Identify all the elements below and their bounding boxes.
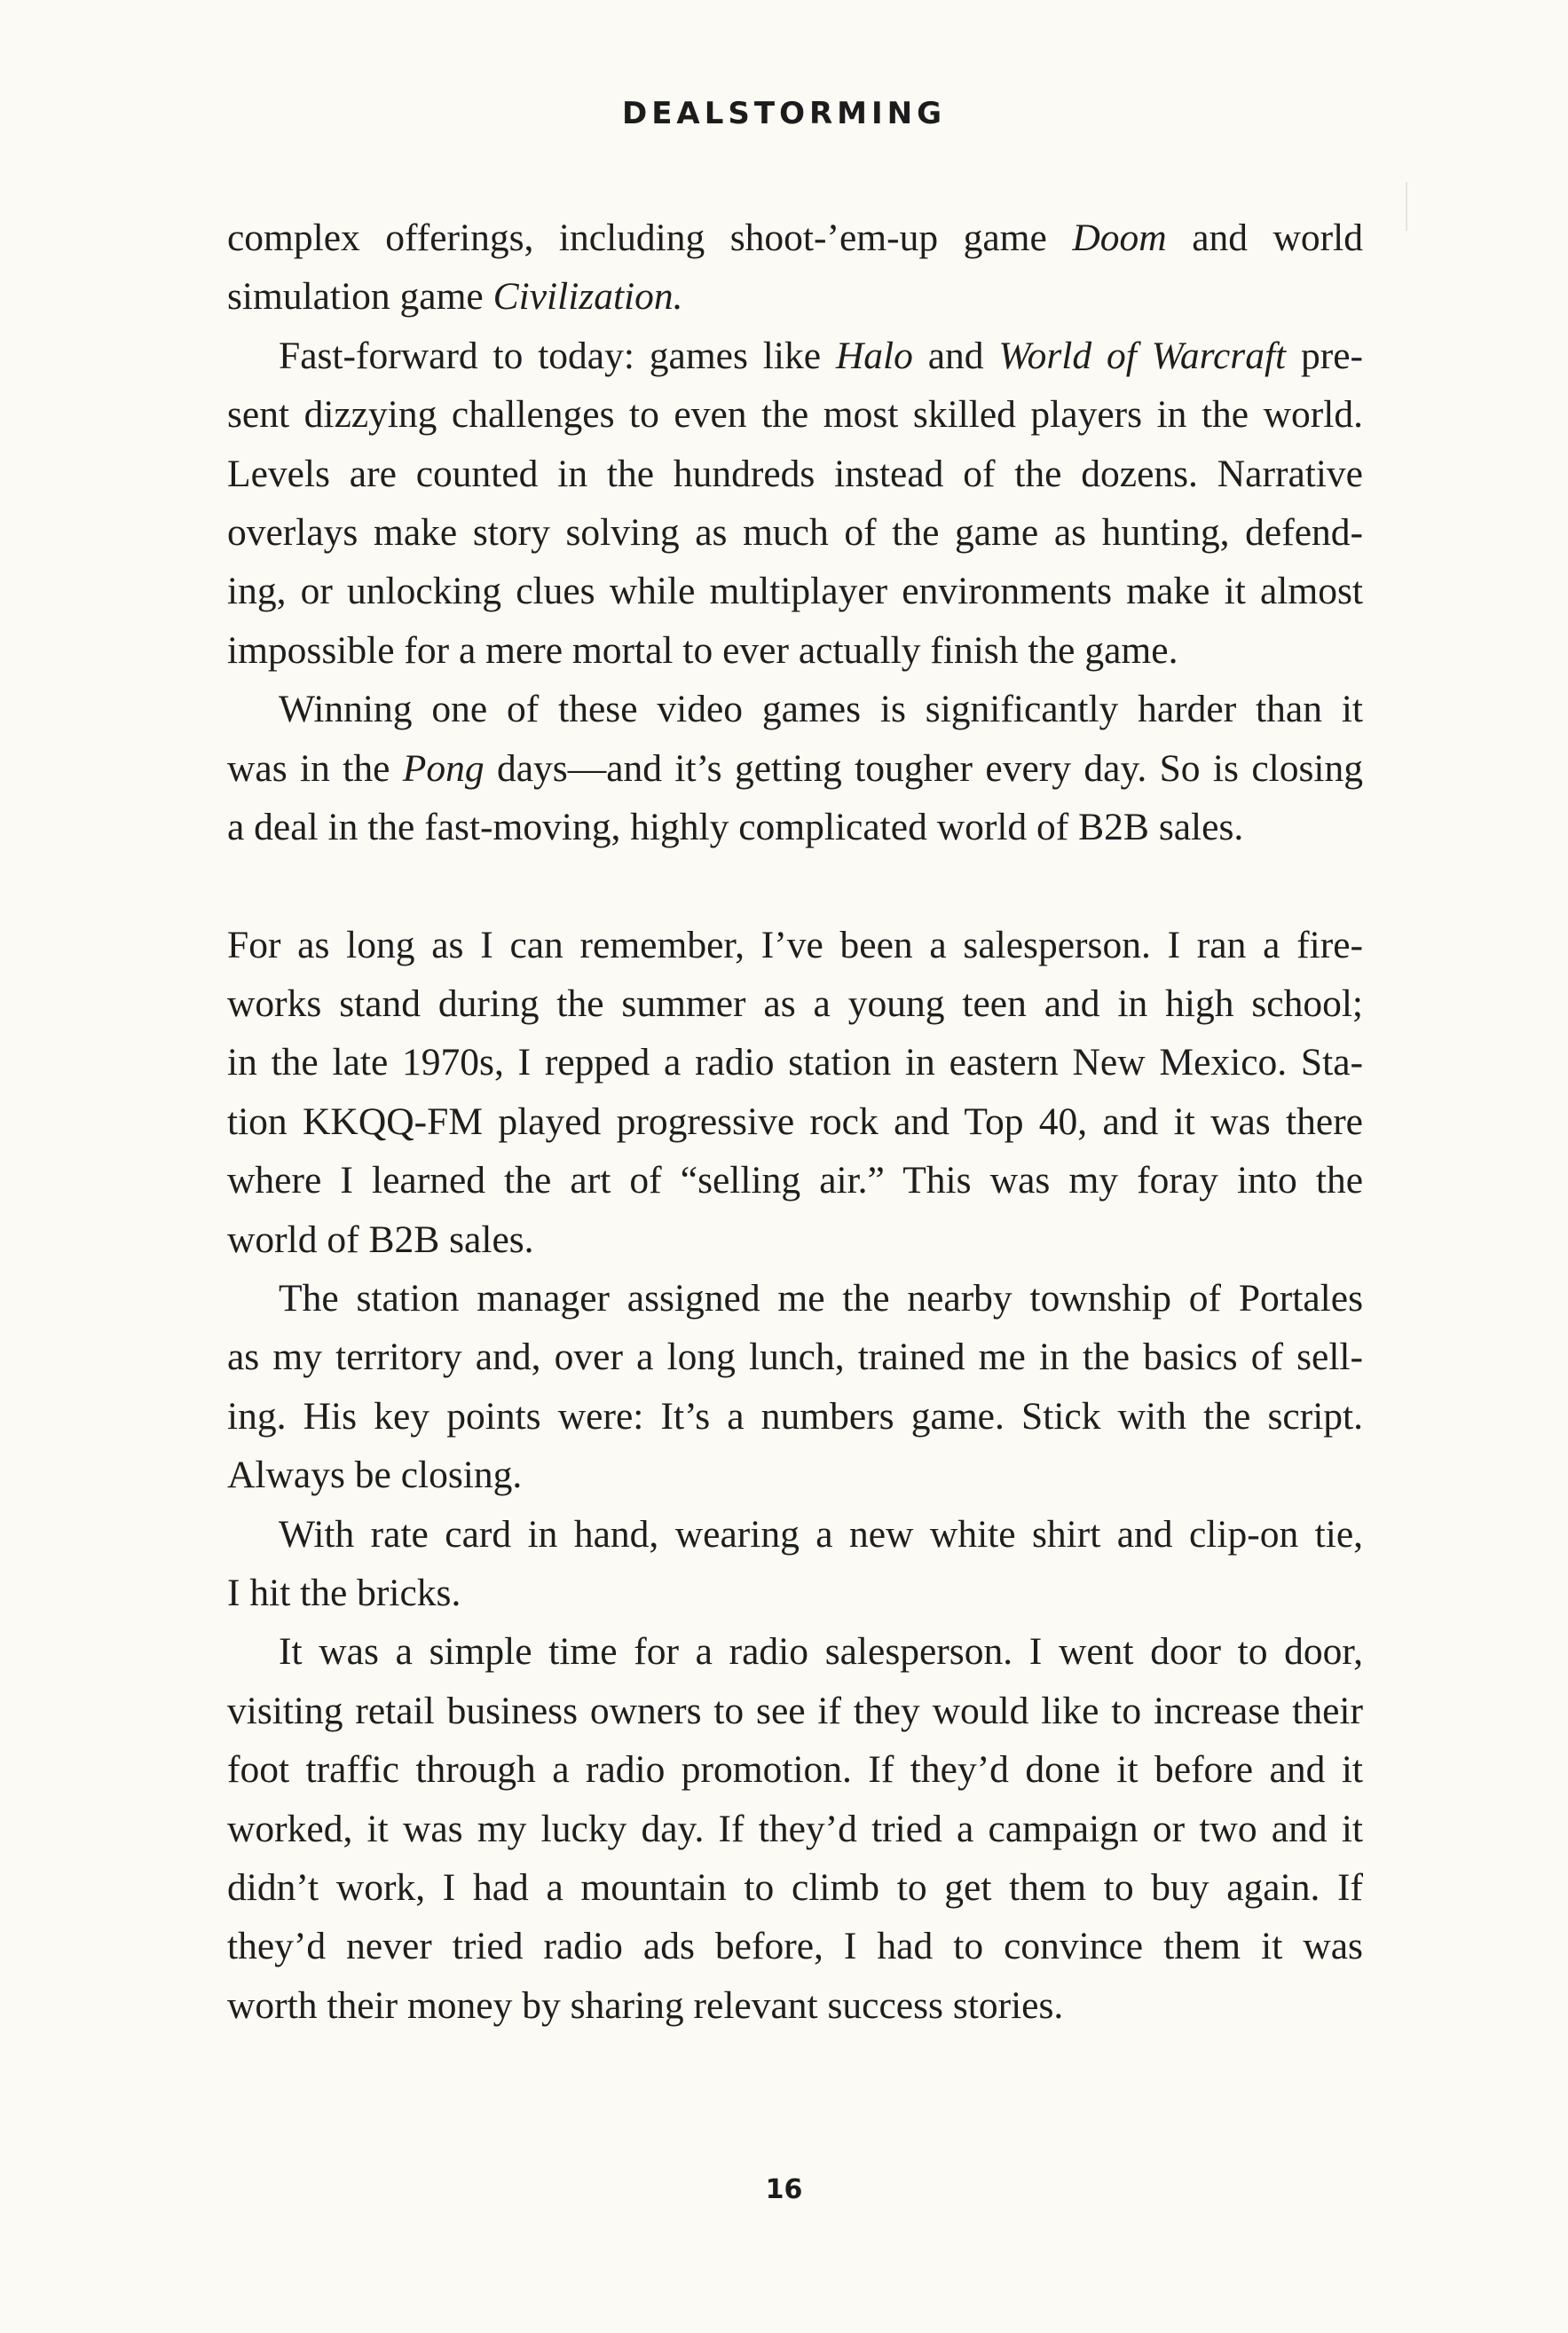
section-break [227,856,1363,915]
text-line [227,1564,1363,1622]
text-segment: in the late 1970s, I repped a radio station in eastern New Mexico. Sta- [227,1041,1363,1084]
text-line [227,1858,1363,1917]
text-segment: ing, or unlocking clues while multiplayer environments make it almost [227,570,1363,613]
text-segment: The station manager assigned me the nearby township of Portales [279,1277,1363,1320]
text-segment: worth their money by sharing relevant success stories. [227,1983,1064,2027]
text-segment: foot traffic through a radio promotion. If they’d done it before and it [227,1748,1363,1792]
text-segment: sent dizzying challenges to even the most skilled players in the world. [227,393,1363,437]
text-segment: simulation game [227,275,493,319]
text-segment: as my territory and, over a long lunch, trained me in the basics of sell- [227,1336,1363,1379]
text-line [227,916,1363,974]
text-segment: Levels are counted in the hundreds instead of the dozens. Narrative [227,452,1363,495]
text-segment: tion KKQQ-FM played progressive rock and Top 40, and it was there [227,1100,1363,1143]
text-segment: impossible for a mere mortal to ever actually finish the game. [227,628,1178,672]
text-segment: I hit the bricks. [227,1571,461,1614]
text-segment: they’d never tried radio ads before, I had to convince them it was [227,1925,1363,1968]
text-line [227,1033,1363,1092]
text-segment: complex offerings, including shoot-’em-up game [227,217,1073,259]
body-text [227,209,1363,2035]
text-line [227,327,1363,385]
text-line [227,1976,1363,2035]
text-line [227,798,1363,856]
text-line [227,1622,1363,1681]
text-line [227,1387,1363,1446]
text-line [227,1328,1363,1386]
text-segment: Always be closing. [227,1454,523,1497]
italic-title: Halo [835,334,913,377]
text-segment: and [912,334,999,377]
page-edge-mark [1406,182,1407,231]
text-line [227,739,1363,798]
text-segment: and world [1166,217,1363,259]
text-line [227,680,1363,738]
text-line [227,1092,1363,1151]
text-line [227,562,1363,620]
italic-title: Doom [1072,217,1167,259]
text-segment: where I learned the art of “selling air.” This was my foray into the [227,1159,1363,1202]
text-line [227,1151,1363,1210]
text-line [227,974,1363,1033]
text-segment: days—and it’s getting tougher every day. So is closing [484,746,1363,790]
text-segment: ing. His key points were: It’s a numbers game. Stick with the script. [227,1394,1363,1438]
running-header: DEALSTORMING [621,96,947,131]
text-segment: It was a simple time for a radio salesperson. I went door to door, [279,1630,1363,1674]
text-line [227,445,1363,503]
text-segment: was in the [227,746,403,790]
text-line [227,1210,1363,1269]
italic-title: Civilization. [492,275,683,319]
text-segment: works stand during the summer as a young teen and in high school; [227,982,1363,1026]
text-line [227,621,1363,680]
text-line [227,267,1363,326]
text-segment: didn’t work, I had a mountain to climb to get them to buy again. If [227,1865,1363,1909]
text-line [227,1800,1363,1858]
text-segment: a deal in the fast-moving, highly complicated world of B2B sales. [227,805,1244,848]
text-segment: worked, it was my lucky day. If they’d tried a campaign or two and it [227,1807,1363,1850]
text-line [227,209,1363,267]
text-segment: Fast-forward to today: games like [279,334,836,377]
text-segment: visiting retail business owners to see if they would like to increase their [227,1689,1363,1732]
italic-title: World of Warcraft [998,334,1287,377]
text-segment: For as long as I can remember, I’ve been a salesperson. I ran a fire- [227,923,1363,966]
text-line [227,1505,1363,1564]
text-line [227,1269,1363,1328]
text-line [227,385,1363,444]
text-line [227,1740,1363,1799]
text-line [227,1446,1363,1504]
text-segment: pre- [1286,334,1364,377]
text-segment: Winning one of these video games is significantly harder than it [279,688,1363,731]
text-line [227,503,1363,562]
italic-title: Pong [402,746,485,790]
text-line [227,1917,1363,1975]
page-number: 16 [765,2174,803,2205]
text-line [227,1682,1363,1740]
text-segment: world of B2B sales. [227,1218,534,1261]
text-segment: With rate card in hand, wearing a new white shirt and clip-on tie, [279,1512,1363,1556]
text-segment: overlays make story solving as much of the game as hunting, defend- [227,510,1363,554]
